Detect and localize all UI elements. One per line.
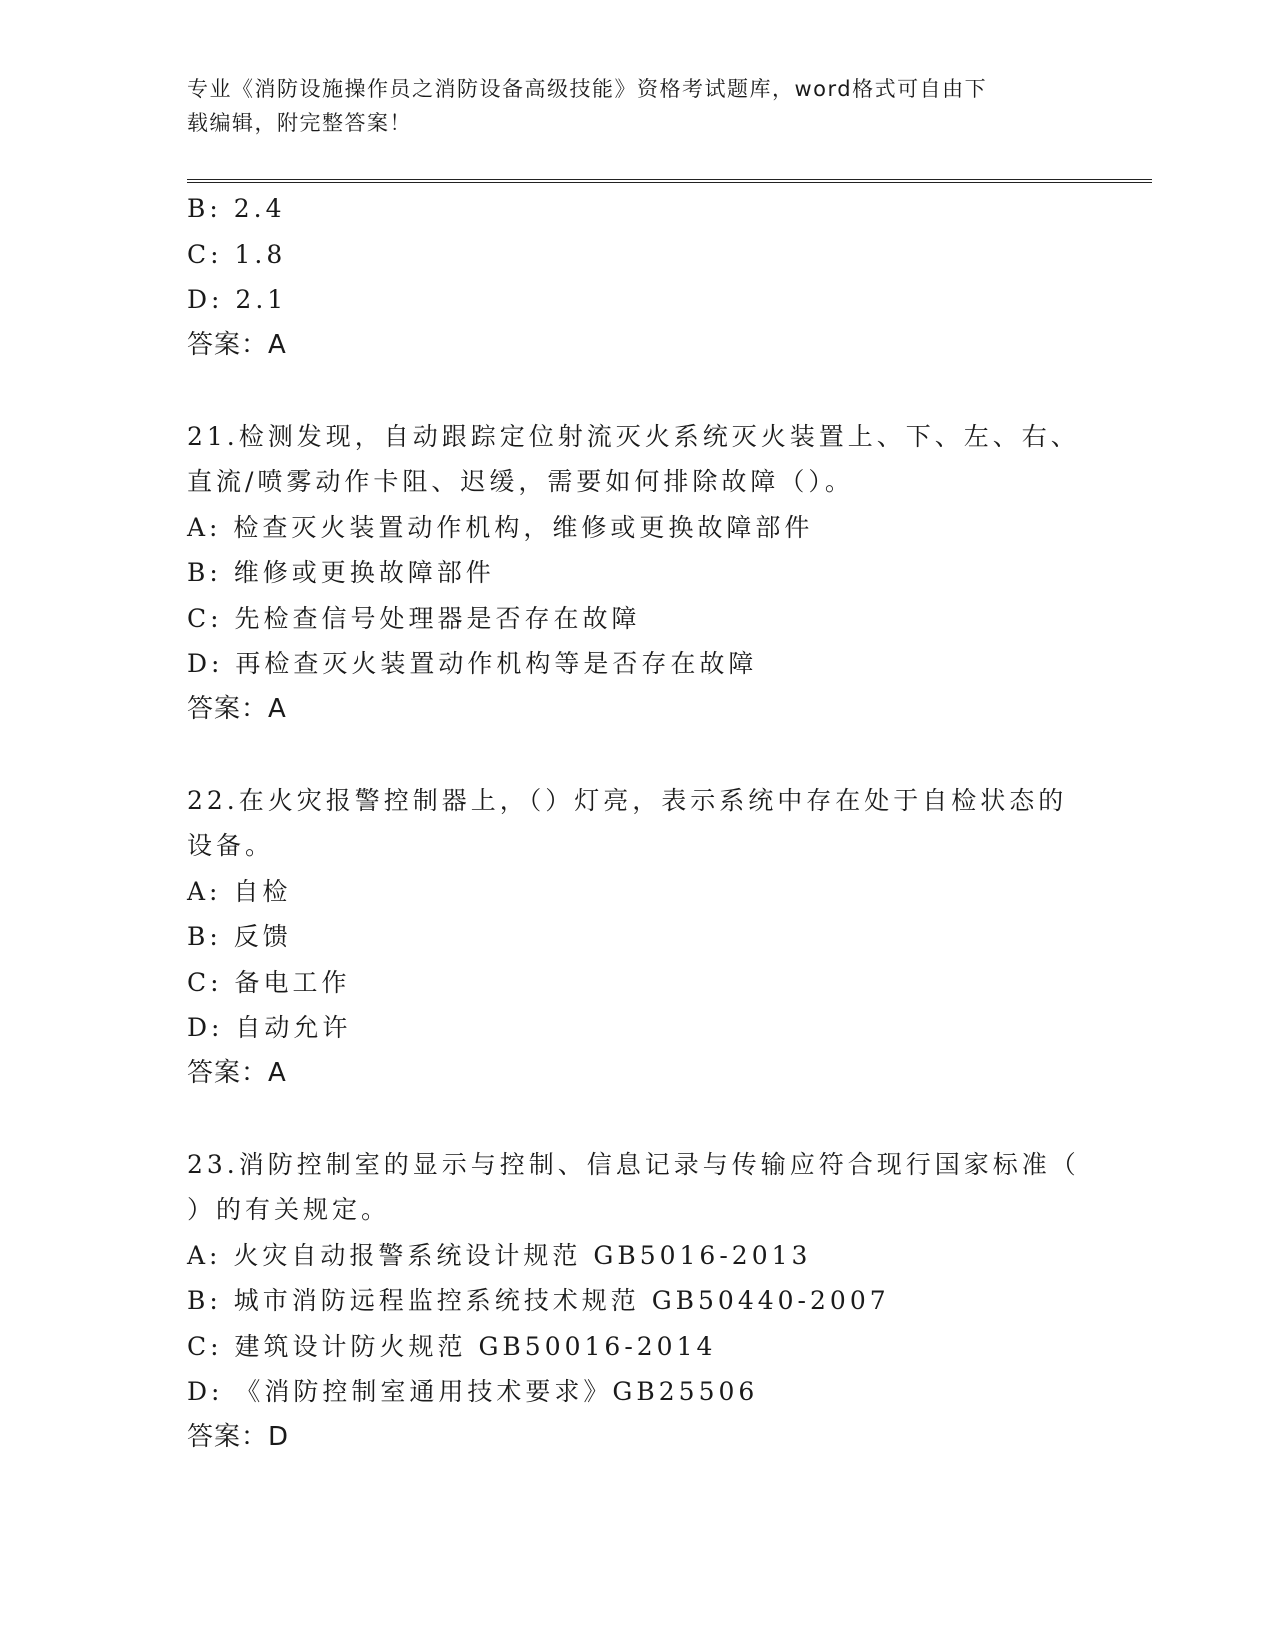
- option-b: B: 维修或更换故障部件: [187, 558, 495, 587]
- question-22: [187, 778, 1087, 1097]
- option-a: A: 自检: [187, 876, 292, 906]
- header-divider: [187, 179, 1152, 183]
- option-a: A: 火灾自动报警系统设计规范 GB5016-2013: [187, 1240, 812, 1270]
- option-d: D: 《消防控制室通用技术要求》GB25506: [187, 1377, 759, 1406]
- previous-question-tail: [187, 186, 1087, 368]
- spacer: [187, 368, 1087, 414]
- page-header: [187, 72, 1067, 140]
- option-d: D: 自动允许: [187, 1013, 352, 1042]
- question-text-line: 22.在火灾报警控制器上，（）灯亮，表示系统中存在处于自检状态的: [187, 785, 1068, 815]
- question-23: [187, 1142, 1087, 1461]
- answer-line: 答案：A: [187, 693, 287, 724]
- answer-line: 答案：D: [187, 1421, 290, 1452]
- option-c: C: 建筑设计防火规范 GB50016-2014: [187, 1331, 717, 1361]
- question-text-line: 21.检测发现，自动跟踪定位射流灭火系统灭火装置上、下、左、右、: [187, 421, 1080, 451]
- option-a: A: 检查灭火装置动作机构，维修或更换故障部件: [187, 512, 814, 542]
- option-b: B: 2.4: [187, 194, 286, 223]
- question-text-line: 设备。: [187, 831, 275, 860]
- question-text-line: 23.消防控制室的显示与控制、信息记录与传输应符合现行国家标准（: [187, 1149, 1080, 1179]
- spacer: [187, 1096, 1087, 1142]
- header-line-2: 载编辑，附完整答案！: [187, 111, 412, 135]
- document-body: [187, 186, 1087, 1460]
- answer-line: 答案：A: [187, 329, 287, 360]
- option-b: B: 城市消防远程监控系统技术规范 GB50440-2007: [187, 1286, 890, 1315]
- question-text-line: ）的有关规定。: [187, 1195, 391, 1224]
- option-b: B: 反馈: [187, 922, 292, 951]
- option-c: C: 先检查信号处理器是否存在故障: [187, 603, 641, 633]
- header-line-1: 专业《消防设施操作员之消防设备高级技能》资格考试题库，word格式可自由下: [187, 77, 988, 101]
- option-c: C: 1.8: [187, 239, 287, 269]
- option-d: D: 2.1: [187, 285, 288, 314]
- question-text-line: 直流/喷雾动作卡阻、迟缓，需要如何排除故障（）。: [187, 467, 854, 496]
- option-d: D: 再检查灭火装置动作机构等是否存在故障: [187, 649, 758, 678]
- answer-line: 答案：A: [187, 1057, 287, 1088]
- spacer: [187, 732, 1087, 778]
- question-21: [187, 414, 1087, 733]
- option-c: C: 备电工作: [187, 967, 351, 997]
